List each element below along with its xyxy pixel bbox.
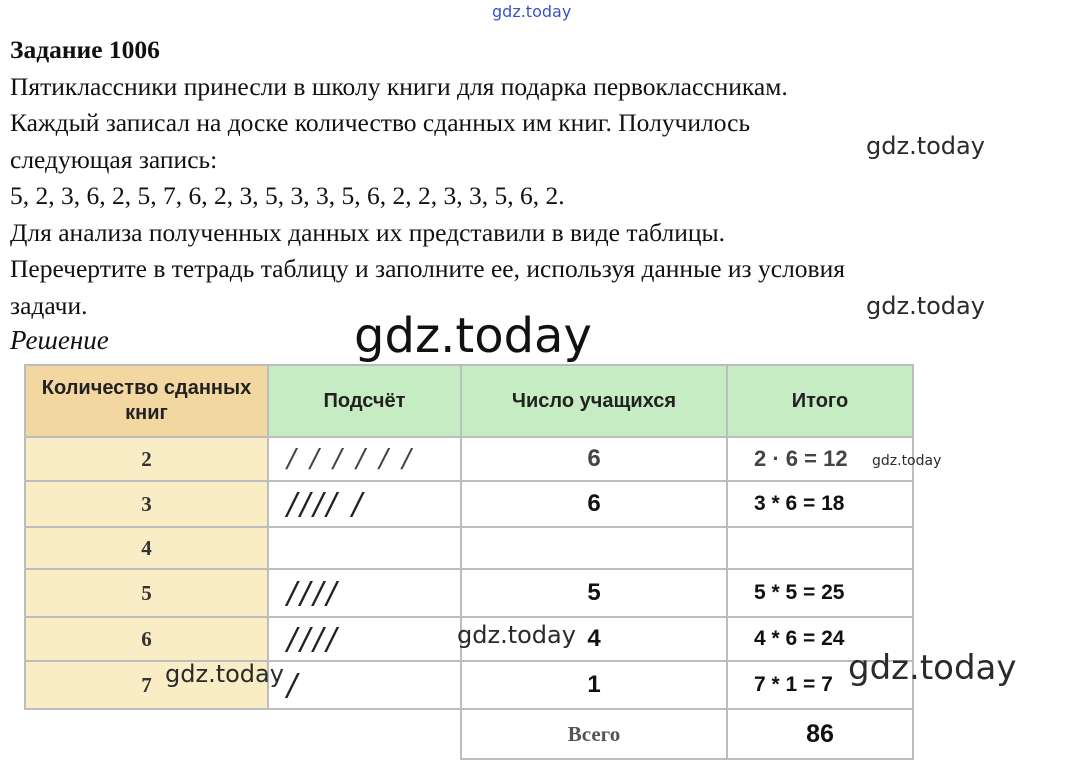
table-row [25, 661, 913, 709]
table-row [25, 527, 913, 569]
count-cell: 5 [461, 569, 727, 617]
watermark-center: gdz.today [354, 308, 592, 364]
books-cell: 4 [25, 527, 268, 569]
table-row [25, 481, 913, 527]
tally-cell: / / / / / / [268, 437, 461, 481]
table-total-row [25, 709, 913, 759]
task-line: Каждый записал на доске количество сданных им книг. Получилось [10, 108, 751, 137]
frequency-table [24, 364, 914, 760]
watermark-right-2: gdz.today [866, 292, 985, 320]
table-header-row [25, 365, 913, 437]
watermark-table-3: gdz.today [165, 660, 284, 688]
total-cell: 4 * 6 = 24 [727, 617, 913, 661]
books-cell: 5 [25, 569, 268, 617]
data-sequence: 5, 2, 3, 6, 2, 5, 7, 6, 2, 3, 5, 3, 3, 5, 6, 2, 2, 3, 3, 5, 6, 2. [10, 181, 565, 210]
books-cell: 7 [25, 661, 268, 709]
task-line: следующая запись: [10, 144, 218, 174]
count-cell [461, 527, 727, 569]
frequency-table-container [24, 364, 912, 760]
watermark-table-4: gdz.today [848, 648, 1017, 688]
watermark-table-2: gdz.today [457, 621, 576, 649]
total-value: 86 [727, 709, 913, 759]
tally-cell: //// [268, 617, 461, 661]
watermark-right-1: gdz.today [866, 132, 985, 160]
task-line: Пятиклассники принесли в школу книги для подарка первоклассникам. [10, 71, 788, 101]
total-cell: 5 * 5 = 25 [727, 569, 913, 617]
total-cell: 7 * 1 = 7 [727, 661, 913, 709]
tally-cell: //// / [268, 481, 461, 527]
header-tally: Подсчёт [268, 365, 461, 437]
total-cell: 2 · 6 = 12 [727, 437, 913, 481]
header-total: Итого [727, 365, 913, 437]
total-cell [727, 527, 913, 569]
books-cell: 6 [25, 617, 268, 661]
total-label: Всего [461, 709, 727, 759]
watermark-top: gdz.today [492, 2, 572, 21]
table-row [25, 437, 913, 481]
books-cell: 3 [25, 481, 268, 527]
table-row [25, 569, 913, 617]
task-line: Перечертите в тетрадь таблицу и заполните ее, используя данные из условия [10, 254, 845, 283]
tally-cell [268, 527, 461, 569]
blank-cell [268, 709, 461, 759]
task-text-block [10, 32, 1065, 324]
count-cell: 6 [461, 481, 727, 527]
tally-cell: //// [268, 569, 461, 617]
blank-cell [25, 709, 268, 759]
total-cell: 3 * 6 = 18 [727, 481, 913, 527]
tally-cell: / [268, 661, 461, 709]
task-title: Задание 1006 [10, 35, 160, 64]
count-cell: 6 [461, 437, 727, 481]
header-books: Количество сданных книг [25, 365, 268, 437]
books-cell: 2 [25, 437, 268, 481]
header-students: Число учащихся [461, 365, 727, 437]
task-line: задачи. [10, 290, 88, 320]
count-cell: 4 [461, 617, 727, 661]
solution-label: Решение [10, 325, 109, 355]
task-line: Для анализа полученных данных их представили в виде таблицы. [10, 217, 725, 247]
count-cell: 1 [461, 661, 727, 709]
watermark-table-1: gdz.today [872, 453, 942, 469]
